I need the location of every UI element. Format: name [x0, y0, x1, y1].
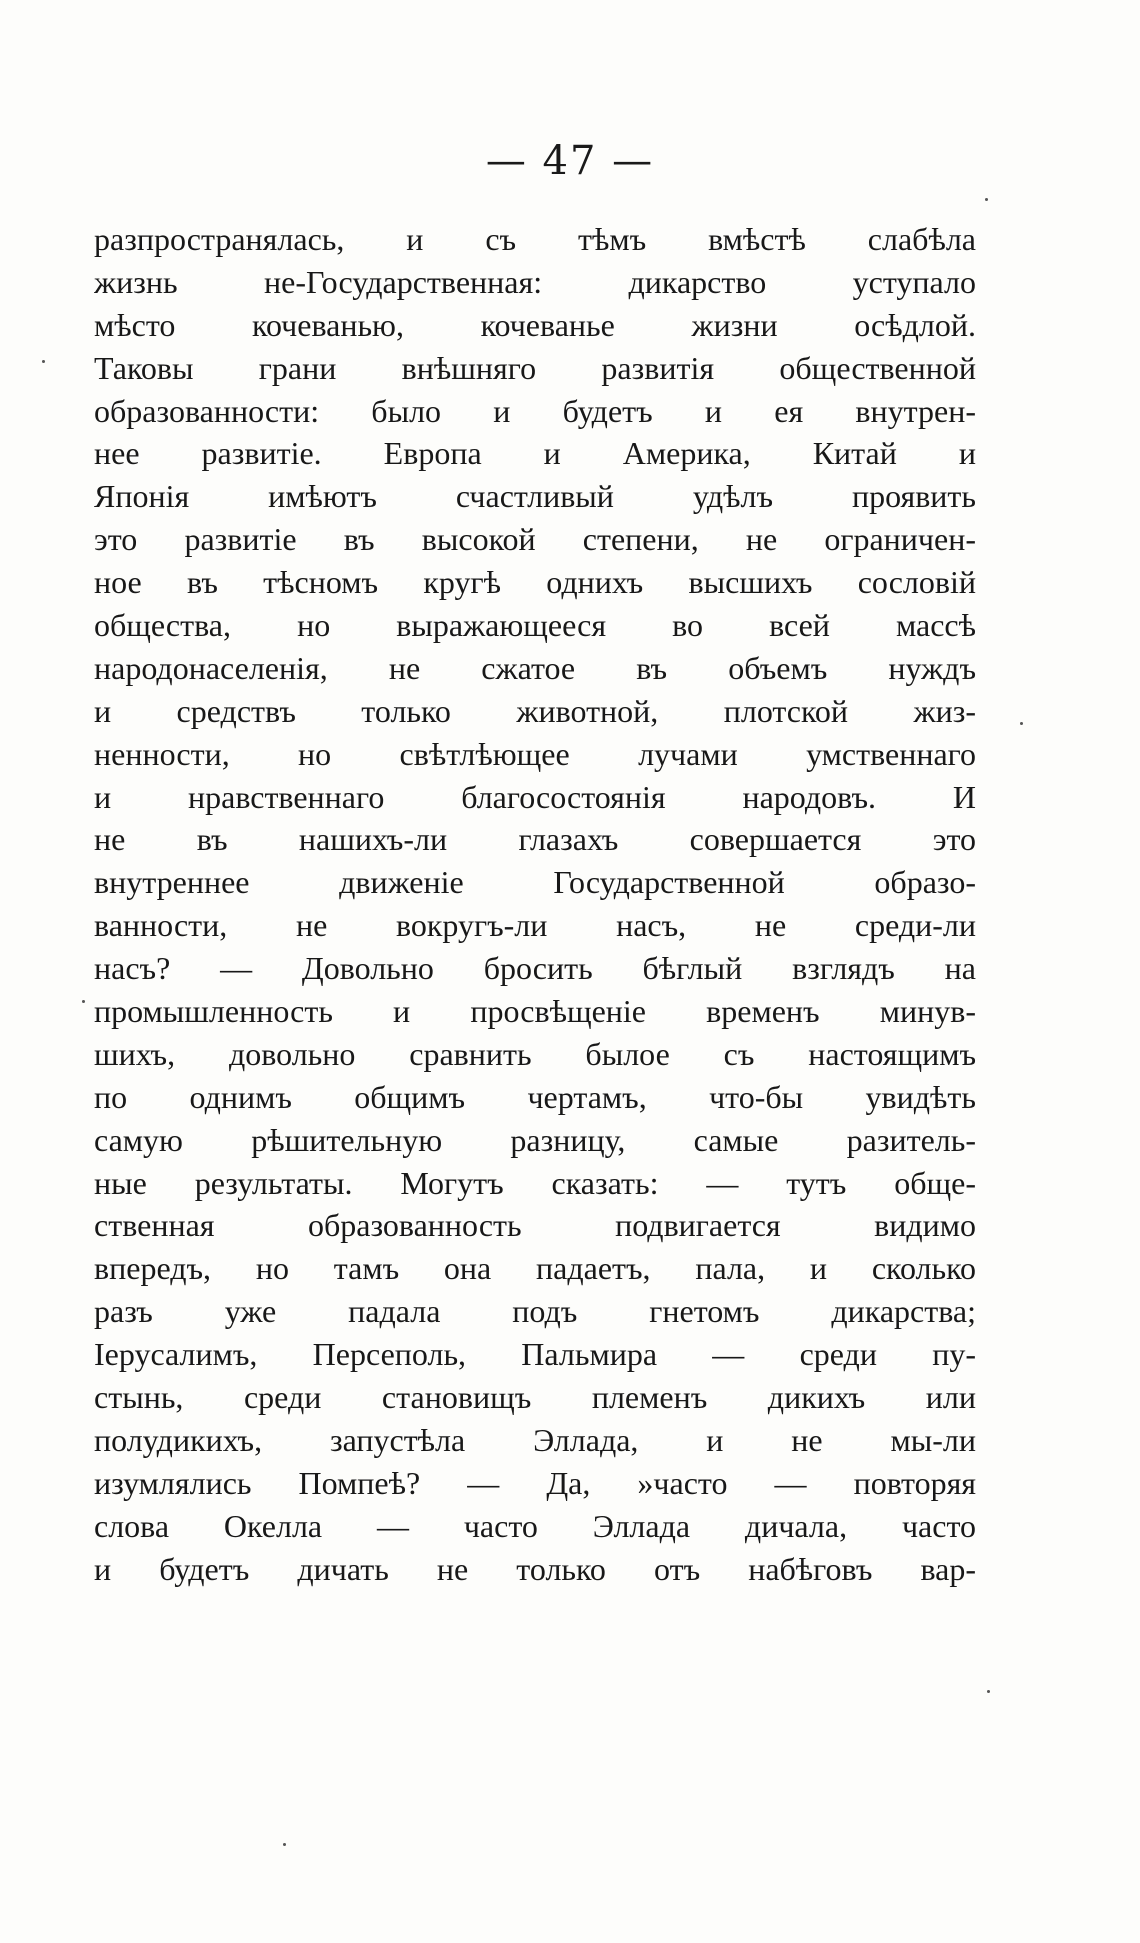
scan-speck [283, 1843, 286, 1846]
text-line: внутреннее движеніе Государственной образо- [94, 864, 976, 901]
text-line: самую рѣшительную разницу, самые разитель- [94, 1121, 976, 1158]
text-line: общества, но выражающееся во всей массѣ [94, 607, 976, 644]
text-line: и нравственнаго благосостоянія народовъ. И [94, 778, 976, 815]
scan-speck [42, 360, 45, 363]
text-line: полудикихъ, запустѣла Эллада, и не мы-ли [94, 1421, 976, 1458]
text-line: ные результаты. Могутъ сказать: — тутъ обще- [94, 1164, 976, 1201]
text-line: промышленность и просвѣщеніе временъ минув- [94, 993, 976, 1030]
text-line: не въ нашихъ-ли глазахъ совершается это [94, 821, 976, 858]
text-line: слова Окелла — часто Эллада дичала, часто [94, 1507, 976, 1544]
text-line: и будетъ дичать не только отъ набѣговъ вар- [94, 1550, 976, 1587]
text-line: стынь, среди становищъ племенъ дикихъ или [94, 1379, 976, 1416]
text-line: ственная образованность подвигается видимо [94, 1207, 976, 1244]
text-line: разъ уже падала подъ гнетомъ дикарства; [94, 1293, 976, 1330]
text-line: ное въ тѣсномъ кругѣ однихъ высшихъ сословій [94, 564, 976, 601]
text-line: жизнь не-Государственная: дикарство уступало [94, 263, 976, 300]
text-line: насъ? — Довольно бросить бѣглый взглядъ на [94, 950, 976, 987]
text-line: Таковы грани внѣшняго развитія общественной [94, 349, 976, 386]
scan-speck [985, 198, 988, 201]
text-line: ванности, не вокругъ-ли насъ, не среди-ли [94, 907, 976, 944]
text-line: разпространялась, и съ тѣмъ вмѣстѣ слабѣла [94, 221, 976, 257]
text-line: изумлялись Помпеѣ? — Да, »часто — повторяя [94, 1464, 976, 1501]
body-text [94, 218, 976, 1591]
text-line: и средствъ только животной, плотской жиз- [94, 692, 976, 729]
text-line: это развитіе въ высокой степени, не ограничен- [94, 521, 976, 558]
text-line: народонаселенія, не сжатое въ объемъ нуждъ [94, 649, 976, 686]
text-line: Японія имѣютъ счастливый удѣлъ проявить [94, 478, 976, 515]
text-line: нее развитіе. Европа и Америка, Китай и [94, 435, 976, 472]
text-line: образованности: было и будетъ и ея внутрен- [94, 392, 976, 429]
text-line: мѣсто кочеванью, кочеванье жизни осѣдлой. [94, 306, 976, 343]
scan-speck [1020, 722, 1023, 725]
text-line: по однимъ общимъ чертамъ, что-бы увидѣть [94, 1078, 976, 1115]
scan-speck [987, 1690, 990, 1693]
scan-speck [82, 1000, 85, 1003]
text-line: впередъ, но тамъ она падаетъ, пала, и сколько [94, 1250, 976, 1287]
text-line: шихъ, довольно сравнить былое съ настоящимъ [94, 1035, 976, 1072]
text-line: ненности, но свѣтлѣющее лучами умственнаго [94, 735, 976, 772]
page-number: — 47 — [485, 138, 655, 184]
text-line: Іерусалимъ, Персеполь, Пальмира — среди пу- [94, 1336, 976, 1373]
